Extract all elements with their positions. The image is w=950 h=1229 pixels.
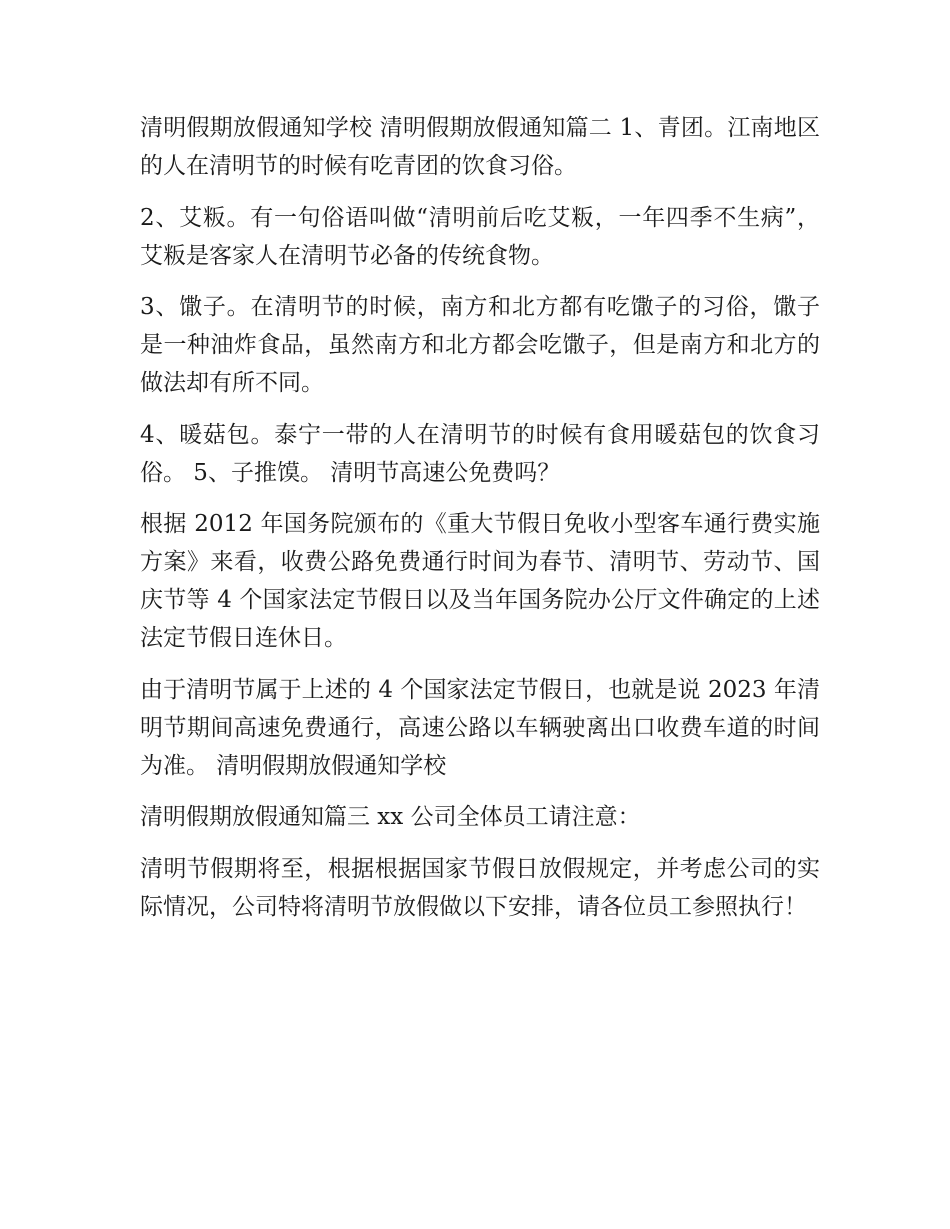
- paragraph-notice-heading: 清明假期放假通知篇三 xx 公司全体员工请注意：: [140, 804, 641, 830]
- paragraph-notice-body: 清明节假期将至，根据根据国家节假日放假规定，并考虑公司的实际情况，公司特将清明节放假做以下安排，请各位员工参照执行！: [140, 855, 820, 920]
- paragraph-nuangubao: 4、暖菇包。泰宁一带的人在清明节的时候有食用暖菇包的饮食习俗。 5、子推馍。 清明节高速公免费吗？: [140, 421, 820, 486]
- document-body: [140, 109, 820, 939]
- paragraph-aiban: 2、艾粄。有一句俗语叫做“清明前后吃艾粄，一年四季不生病”，艾粄是客家人在清明节必备的传统食物。: [140, 204, 820, 269]
- paragraph-toll-policy: 根据 2012 年国务院颁布的《重大节假日免收小型客车通行费实施方案》来看，收费公路免费通行时间为春节、清明节、劳动节、国庆节等 4 个国家法定节假日以及当年国务院办公厅文件确定的上述法定节假日连休日。: [140, 511, 820, 651]
- paragraph-sanzi: 3、馓子。在清明节的时候，南方和北方都有吃馓子的习俗，馓子是一种油炸食品，虽然南方和北方都会吃馓子，但是南方和北方的做法却有所不同。: [140, 294, 820, 396]
- paragraph-toll-2023: 由于清明节属于上述的 4 个国家法定节假日，也就是说 2023 年清明节期间高速免费通行，高速公路以车辆驶离出口收费车道的时间为准。 清明假期放假通知学校: [140, 676, 820, 779]
- paragraph-qingtuan: 清明假期放假通知学校 清明假期放假通知篇二 1、青团。江南地区的人在清明节的时候有吃青团的饮食习俗。: [140, 115, 820, 179]
